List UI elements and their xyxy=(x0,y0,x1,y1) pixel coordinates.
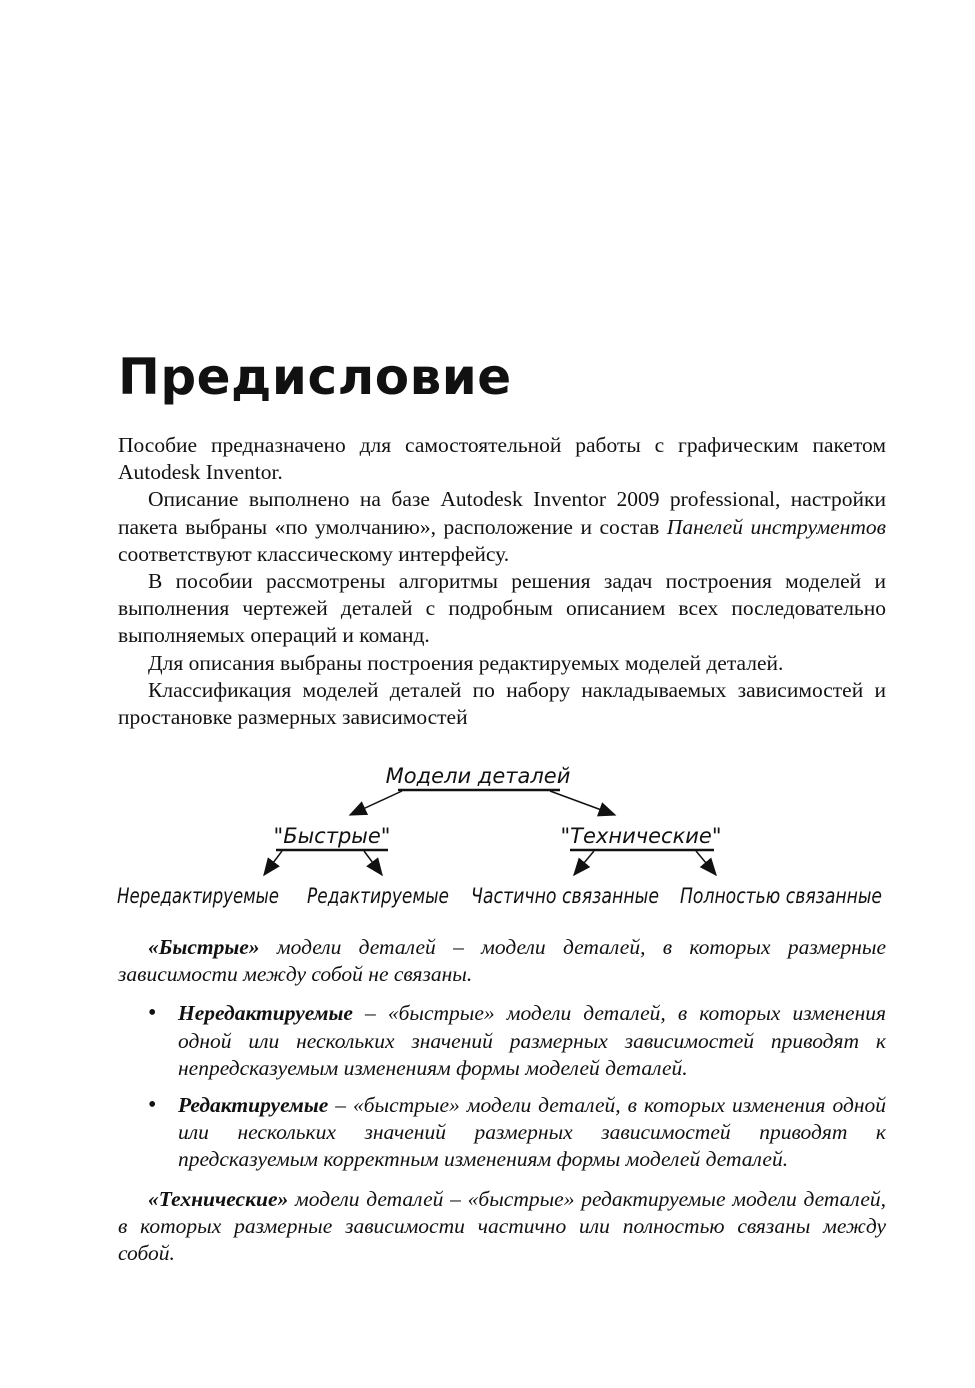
intro-paragraph-4: Для описания выбраны построения редактируемых моделей деталей. xyxy=(148,650,784,675)
bullet-icon: • xyxy=(148,1092,157,1119)
bullet-icon: • xyxy=(148,1000,157,1027)
page-title: Предисловие xyxy=(118,348,512,406)
diagram-arrow-root-left xyxy=(350,791,402,815)
diagram-arrow-fast-right xyxy=(364,851,382,875)
diagram-tech-label: "Технические" xyxy=(560,824,722,848)
diagram-arrow-root-right xyxy=(550,791,615,815)
definition-fast: «Быстрые» модели деталей – модели деталей, в которых размерные зависимости между собой не связаны. xyxy=(118,935,886,987)
definition-list xyxy=(118,1000,886,1173)
diagram-leaf-partial: Частично связанные xyxy=(471,884,659,908)
diagram-leaf-editable: Редактируемые xyxy=(307,884,449,908)
classification-diagram xyxy=(110,755,900,915)
definitions xyxy=(118,934,886,1267)
diagram-fast-label: "Быстрые" xyxy=(273,824,391,848)
toolbar-panels-term: Панелей инструментов xyxy=(666,514,886,539)
intro-paragraph-5: Классификация моделей деталей по набору накладываемых зависимостей и простановке размерных зависимостей xyxy=(118,677,886,730)
diagram-arrow-fast-left xyxy=(264,851,282,875)
diagram-arrow-tech-right xyxy=(696,851,716,875)
list-item: • Редактируемые – «быстрые» модели деталей, в которых изменения одной или нескольких значений размерных зависимостей приводят к предсказуемым корректным изменениям формы моделей деталей. xyxy=(148,1092,886,1172)
diagram-leaf-noneditable: Нередактируемые xyxy=(117,884,279,908)
diagram-arrow-tech-left xyxy=(574,851,594,875)
intro-paragraph-2: Описание выполнено на базе Autodesk Inventor 2009 professional, настройки пакета выбраны «по умолчанию», расположение и состав Панелей инструментов соответствуют классическому интерфейсу. xyxy=(118,487,886,566)
definition-technical: «Технические» модели деталей – «быстрые» редактируемые модели деталей, в которых размерные зависимости частично или полностью связаны между собой. xyxy=(118,1186,886,1266)
diagram-root-label: Модели деталей xyxy=(385,764,571,788)
diagram-leaf-full: Полностью связанные xyxy=(680,884,882,908)
intro-paragraph-3: В пособии рассмотрены алгоритмы решения задач построения моделей и выполнения чертежей деталей с подробным описанием всех последовательно выполняемых операций и команд. xyxy=(118,569,886,648)
intro-text xyxy=(118,432,886,731)
list-item: • Нередактируемые – «быстрые» модели деталей, в которых изменения одной или нескольких значений размерных зависимостей приводят к непредсказуемым изменениям формы моделей деталей. xyxy=(148,1000,886,1080)
intro-paragraph-1: Пособие предназначено для самостоятельной работы с графическим пакетом Autodesk Inventor. xyxy=(118,433,886,485)
